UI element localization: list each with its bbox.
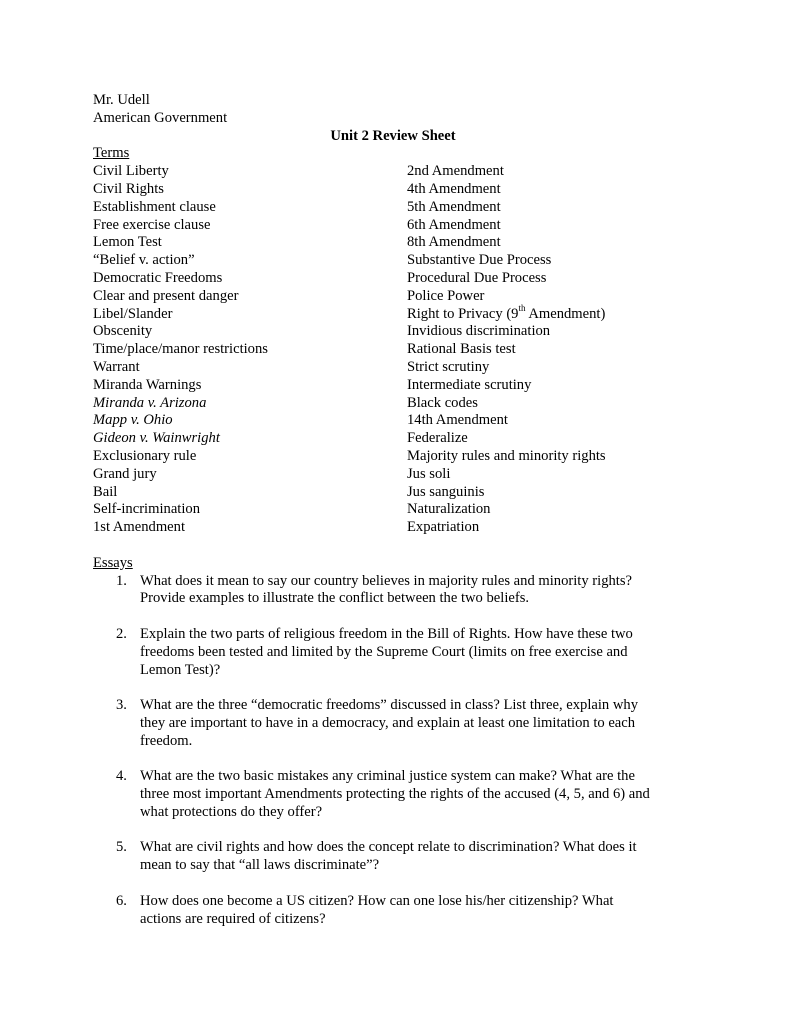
term-right-item: Intermediate scrutiny xyxy=(407,376,532,393)
essay-number: 5. xyxy=(116,839,127,856)
term-right-item: Procedural Due Process xyxy=(407,269,547,286)
essay-line: Explain the two parts of religious freedom in the Bill of Rights. How have these two xyxy=(140,625,633,642)
term-right-item: Right to Privacy (9th Amendment) xyxy=(407,302,606,322)
term-left-item: Clear and present danger xyxy=(93,287,239,304)
term-left-item: Civil Liberty xyxy=(93,163,169,180)
term-right-item: Substantive Due Process xyxy=(407,252,552,269)
term-left-item: Warrant xyxy=(93,358,140,375)
essay-text xyxy=(140,626,680,679)
term-left-item: Democratic Freedoms xyxy=(93,269,223,286)
essays-heading: Essays xyxy=(93,554,133,571)
essay-line: mean to say that “all laws discriminate”? xyxy=(140,857,380,874)
term-left-item: Libel/Slander xyxy=(93,305,173,322)
term-left-item: Exclusionary rule xyxy=(93,447,197,464)
term-left-item: “Belief v. action” xyxy=(93,252,195,269)
term-left-item: Free exercise clause xyxy=(93,216,211,233)
term-right-item: Police Power xyxy=(407,287,485,304)
essay-line: Lemon Test)? xyxy=(140,661,221,678)
essay-line: freedom. xyxy=(140,732,193,749)
sheet-title: Unit 2 Review Sheet xyxy=(330,127,456,144)
term-right-item: 8th Amendment xyxy=(407,234,501,251)
essay-number: 1. xyxy=(116,572,127,589)
superscript-ordinal: th xyxy=(518,302,526,313)
term-left-item: Miranda v. Arizona xyxy=(93,394,207,411)
essay-line: Provide examples to illustrate the conflict between the two beliefs. xyxy=(140,590,530,607)
term-right-item: 6th Amendment xyxy=(407,216,501,233)
essay-number: 2. xyxy=(116,625,127,642)
term-left-item: 1st Amendment xyxy=(93,519,186,536)
term-left-item: Establishment clause xyxy=(93,198,216,215)
term-left-item: Civil Rights xyxy=(93,180,164,197)
term-right-item: 4th Amendment xyxy=(407,180,501,197)
term-left-item: Self-incrimination xyxy=(93,501,200,518)
essay-line: What does it mean to say our country believes in majority rules and minority rights? xyxy=(140,572,633,589)
term-left-item: Obscenity xyxy=(93,323,153,340)
essay-number: 6. xyxy=(116,892,127,909)
term-left-item: Bail xyxy=(93,483,118,500)
term-right-item: 2nd Amendment xyxy=(407,163,504,180)
essay-line: three most important Amendments protecting the rights of the accused (4, 5, and 6) and xyxy=(140,786,650,803)
term-right-item: 5th Amendment xyxy=(407,198,501,215)
teacher-name: Mr. Udell xyxy=(93,92,150,108)
essay-text xyxy=(140,893,680,929)
essay-line: they are important to have in a democracy, and explain at least one limitation to each xyxy=(140,714,636,731)
term-right-item: Jus sanguinis xyxy=(407,483,485,500)
essay-question xyxy=(93,893,713,929)
essay-number: 3. xyxy=(116,697,127,714)
term-right-item: Black codes xyxy=(407,394,478,411)
term-left-item: Lemon Test xyxy=(93,234,162,251)
term-right-item: Jus soli xyxy=(407,465,451,482)
essay-text xyxy=(140,839,680,875)
essay-line: How does one become a US citizen? How can one lose his/her citizenship? What xyxy=(140,892,614,909)
essay-line: freedoms been tested and limited by the Supreme Court (limits on free exercise and xyxy=(140,643,628,660)
terms-heading: Terms xyxy=(93,145,130,162)
essay-number: 4. xyxy=(116,768,127,785)
essay-line: actions are required of citizens? xyxy=(140,910,326,927)
term-right-item: Rational Basis test xyxy=(407,341,516,358)
essays-list xyxy=(93,573,713,929)
term-right-item: Invidious discrimination xyxy=(407,323,551,340)
essay-line: what protections do they offer? xyxy=(140,803,323,820)
section-spacer xyxy=(93,537,713,555)
term-right-item: Expatriation xyxy=(407,519,480,536)
essay-question xyxy=(93,573,713,609)
term-left-item: Miranda Warnings xyxy=(93,376,202,393)
essay-line: What are civil rights and how does the concept relate to discrimination? What does it xyxy=(140,839,637,856)
essay-question xyxy=(93,626,713,679)
essay-text xyxy=(140,768,680,821)
term-right-item: 14th Amendment xyxy=(407,412,508,429)
essay-line: What are the two basic mistakes any criminal justice system can make? What are the xyxy=(140,768,635,785)
term-left-item: Mapp v. Ohio xyxy=(93,412,173,429)
term-left-item: Gideon v. Wainwright xyxy=(93,430,220,447)
essay-question xyxy=(93,768,713,821)
term-left-item: Grand jury xyxy=(93,465,157,482)
essay-question xyxy=(93,697,713,750)
essay-text xyxy=(140,573,680,609)
term-right-item: Federalize xyxy=(407,430,468,447)
essay-text xyxy=(140,697,680,750)
term-right-item: Naturalization xyxy=(407,501,491,518)
term-right-item: Majority rules and minority rights xyxy=(407,447,606,464)
course-name: American Government xyxy=(93,109,228,126)
review-sheet-page xyxy=(93,92,713,946)
essay-line: What are the three “democratic freedoms” discussed in class? List three, explain why xyxy=(140,697,639,714)
terms-list xyxy=(93,163,713,537)
essay-question xyxy=(93,839,713,875)
term-left-item: Time/place/manor restrictions xyxy=(93,341,268,358)
term-right-item: Strict scrutiny xyxy=(407,358,490,375)
